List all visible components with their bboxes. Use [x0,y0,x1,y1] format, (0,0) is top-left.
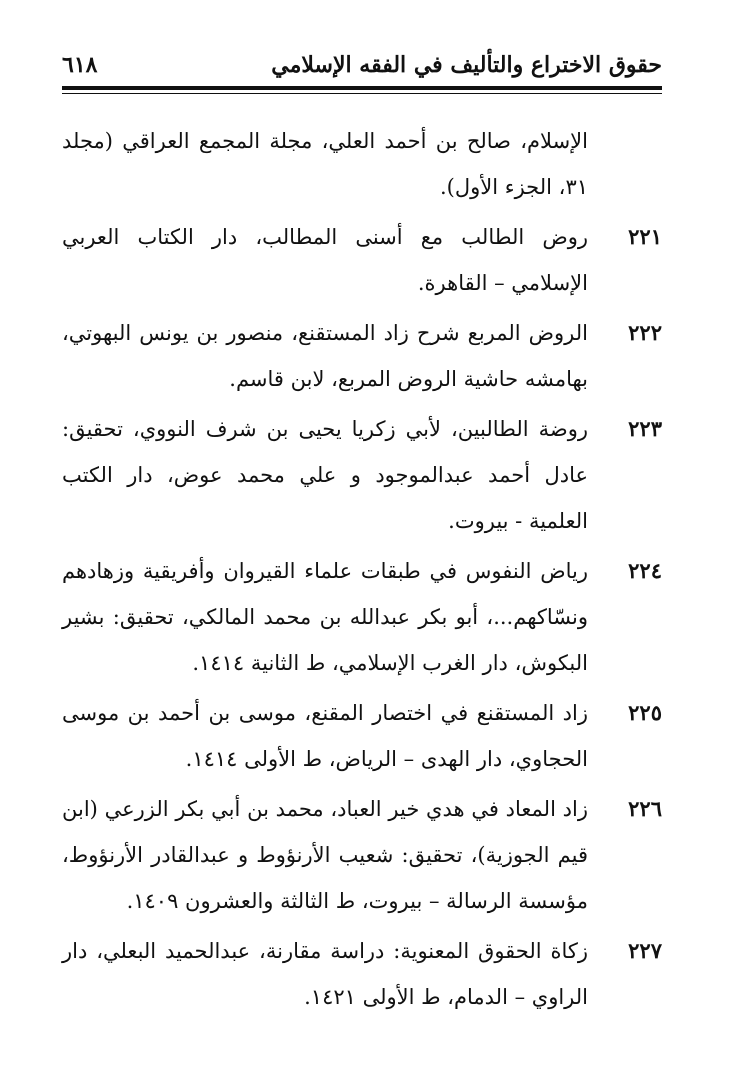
bibliography-entry [62,928,662,1020]
page-number: ٦١٨ [62,52,98,78]
header-rule-thick [62,86,662,90]
continued-entry-text: الإسلام، صالح بن أحمد العلي، مجلة المجمع العراقي (مجلد ٣١، الجزء الأول). [62,129,588,199]
bibliography-list [62,118,662,1024]
bibliography-entry [62,310,662,402]
bibliography-entry [62,786,662,924]
entry-text: رياض النفوس في طبقات علماء القيروان وأفريقية وزهادهم ونسّاكهم...، أبو بكر عبدالله بن محمد المالكي، تحقيق: بشير البكوش، دار الغرب الإسلامي، ط الثانية ١٤١٤. [62,559,588,675]
bibliography-entry [62,214,662,306]
entry-number: ٢٢٦ [628,796,662,821]
header-rule-thin [62,93,662,94]
entry-text: زكاة الحقوق المعنوية: دراسة مقارنة، عبدالحميد البعلي، دار الراوي – الدمام، ط الأولى ١٤٢١. [62,939,588,1009]
entry-text: روضة الطالبين، لأبي زكريا يحيى بن شرف النووي، تحقيق: عادل أحمد عبدالموجود و علي محمد عوض، دار الكتب العلمية - بيروت. [62,417,588,533]
entry-number: ٢٢٥ [628,700,662,725]
entry-number: ٢٢٤ [628,558,662,583]
bibliography-entry [62,406,662,544]
entry-text: روض الطالب مع أسنى المطالب، دار الكتاب العربي الإسلامي – القاهرة. [62,225,588,295]
entry-text: الروض المربع شرح زاد المستقنع، منصور بن يونس البهوتي، بهامشه حاشية الروض المربع، لابن قاسم. [62,321,588,391]
header-title: حقوق الاختراع والتأليف في الفقه الإسلامي [271,52,662,78]
running-header [62,52,662,86]
bibliography-entry [62,690,662,782]
entry-number: ٢٢٢ [628,320,662,345]
bibliography-entry [62,548,662,686]
entry-number: ٢٢٣ [628,416,662,441]
entry-number: ٢٢٧ [628,938,662,963]
entry-text: زاد المعاد في هدي خير العباد، محمد بن أبي بكر الزرعي (ابن قيم الجوزية)، تحقيق: شعيب الأرنؤوط و عبدالقادر الأرنؤوط، مؤسسة الرسالة – بيروت، ط الثالثة والعشرون ١٤٠٩. [62,797,588,913]
entry-text: زاد المستقنع في اختصار المقنع، موسى بن أحمد بن موسى الحجاوي، دار الهدى – الرياض، ط الأولى ١٤١٤. [62,701,588,771]
entry-number: ٢٢١ [628,224,662,249]
